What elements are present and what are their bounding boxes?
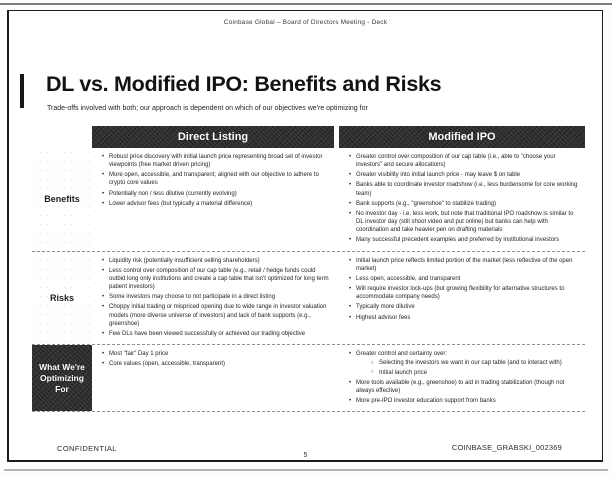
bullet-item: • Highest advisor fees [348,314,580,322]
bullet-item: • More open, accessible, and transparent; aligned with our objective to adhere to crypto core values [101,171,329,187]
bullet-item: • Potentially non / less dilutive (currently evolving) [101,190,329,198]
bullet-item: • Greater control over composition of our cap table (i.e., able to "choose your investors" and secure allocations) [348,153,580,169]
sub-bullet-item: ○ Selecting the investors we want in our cap table (and to interact with) [371,359,580,367]
bullet-item: • No investor day - i.e. less work, but note that traditional IPO roadshow is similar to DL investor day (still shoot video and put online) but banks can help with coordination and take heavier pen on drafting materials [348,210,580,234]
bullet-item: • Most "fair" Day 1 price [101,350,329,358]
scan-top-edge [0,3,612,5]
document-header: Coinbase Global – Board of Directors Meeting - Deck [223,19,388,26]
page-subtitle: Trade-offs involved with both; our approach is dependent on which of our objectives we're optimizing for [47,105,368,112]
benefits-modified-ipo-list [348,153,580,245]
row-optimizing-for [32,344,585,412]
sub-bullet-item: ○ Initial launch price [371,369,580,377]
row-label-benefits: Benefits [44,194,80,205]
bullet-item: • Greater control and certainty over: ○ Selecting the investors we want in our cap table (and to interact with) ○ Initial launch price [348,350,580,377]
row-label-optimizing-for: What We're Optimizing For [32,345,92,411]
bullet-item: • Lower advisor fees (but typically a material difference) [101,200,329,208]
optimizing-modified-ipo-cell [339,345,585,411]
risks-direct-listing-list [101,257,329,338]
sub-bullet-list [356,359,580,377]
bullet-item: • Banks able to coordinate investor roadshow (i.e., less burdensome for core working team) [348,181,580,197]
risks-direct-listing-cell [92,252,334,344]
risks-modified-ipo-list [348,257,580,322]
bullet-item: • Many successful precedent examples and preferred by institutional investors [348,236,580,244]
bullet-item: • Few DLs have been viewed successfully or achieved our trading objective [101,330,329,338]
bullet-item: • Less open, accessible, and transparent [348,275,580,283]
column-header-modified-ipo: Modified IPO [339,126,585,148]
row-benefits [32,148,585,251]
footer-bates-number: COINBASE_GRABSKI_002369 [451,443,562,452]
footer-page-number: 5 [303,452,308,459]
footer-confidential: CONFIDENTIAL [57,444,117,453]
bullet-item: • Less control over composition of our cap table (e.g., retail / hedge funds could outbid long only institutions and create a cap table that isn't optimized for long term patient investors) [101,267,329,291]
row-risks [32,251,585,344]
bullet-item: • Liquidity risk (potentially insufficient selling shareholders) [101,257,329,265]
bullet-item: • Core values (open, accessible, transparent) [101,360,329,368]
bullet-item: • Bank supports (e.g., "greenshoe" to stabilize trading) [348,200,580,208]
scan-artifact-bar [20,74,24,108]
optimizing-direct-listing-cell [92,345,334,411]
bullet-item: • Choppy initial trading or mispriced opening due to wide range in investor valuation models (more diverse universe of investors) and lack of bank supports (e.g., greenshoe) [101,303,329,327]
bullet-item: • Greater visibility into initial launch price - may leave $ on table [348,171,580,179]
row-label-risks: Risks [49,292,75,303]
bullet-item: • Robust price discovery with initial launch price representing broad set of investor viewpoints (free market driven pricing) [101,153,329,169]
optimizing-modified-ipo-list [348,350,580,405]
bullet-item: • Initial launch price reflects limited portion of the market (less reflective of the open market) [348,257,580,273]
bullet-item: • More tools available (e.g., greenshoe) to aid in trading stabilization (though not always effective) [348,379,580,395]
risks-modified-ipo-cell [339,252,585,344]
slide-page [7,10,603,462]
column-header-direct-listing: Direct Listing [92,126,334,148]
bullet-item: • Will require investor lock-ups (but growing flexibility for alternative structures to accommodate company needs) [348,285,580,301]
comparison-table [32,126,585,412]
scan-bottom-edge [4,469,608,471]
bullet-item: • More pre-IPO investor education support from banks [348,397,580,405]
benefits-direct-listing-list [101,153,329,208]
page-title: DL vs. Modified IPO: Benefits and Risks [46,72,442,96]
bullet-item: • Typically more dilutive [348,303,580,311]
optimizing-direct-listing-list [101,350,329,368]
header-spacer [32,126,92,148]
table-header-row [32,126,585,148]
bullet-item: • Some investors may choose to not participate in a direct listing [101,293,329,301]
benefits-direct-listing-cell [92,148,334,251]
benefits-modified-ipo-cell [339,148,585,251]
